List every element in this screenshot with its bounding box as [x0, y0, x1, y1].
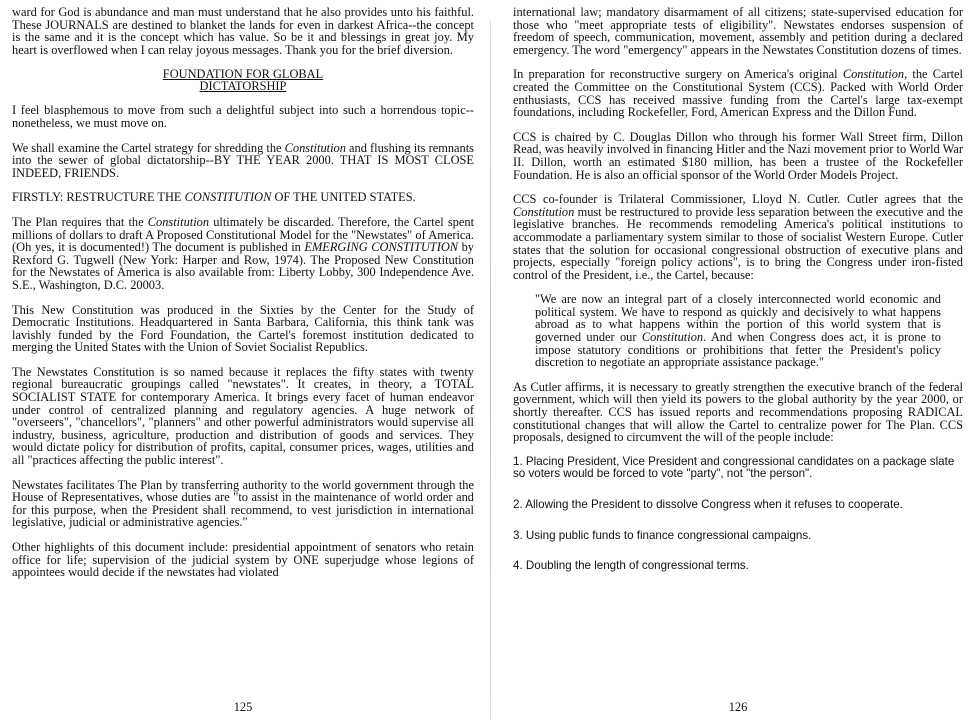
section-heading: FOUNDATION FOR GLOBAL DICTATORSHIP — [162, 67, 324, 94]
paragraph: The Plan requires that the Constitution ultimately be discarded. Therefore, the Cartel spent millions of dollars to draft A Proposed Constitutional Model for the "Newstates" of America. (Oh yes, it is documented!) The document is published in EMERGING CONSTITUTION by Rexford G. Tugwell (New York: Harper and Row, 1974). The Proposed New Constitution for the Newstates of America is also available from: Liberty Lobby, 300 Independence Ave. S.E., Washington, D.C. 20003. — [12, 214, 475, 292]
block-quote: "We are now an integral part of a closely interconnected world economic and political system. We have to respond as quickly and decisively to what happens abroad as to what happens within the portion of this world system that is governed under our Constitution. And when Congress does act, it is prone to impose statutory conditions or prohibitions that fetter the President's policy discretion to negotiate an appropriate assistance package." — [535, 292, 941, 370]
paragraph: international law; mandatory disarmament of all citizens; state-supervised education for those who "meet appropriate tests of eligibility". Newstates endorses suspension of freedom of speech, communication, movement, assembly and petition during a declared emergency. The word "emergency" appears in the Newstates Constitution dozens of times. — [513, 5, 963, 57]
list-item: 4. Doubling the length of congressional terms. — [513, 559, 749, 573]
paragraph: I feel blasphemous to move from such a delightful subject into such a horrendous topic--nonetheless, we must move on. — [12, 103, 474, 130]
page-number: 125 — [233, 700, 253, 715]
paragraph: FIRSTLY: RESTRUCTURE THE CONSTITUTION OF THE UNITED STATES. — [12, 190, 416, 205]
paragraph: Other highlights of this document include: presidential appointment of senators who retain office for life; supervision of the judicial system by ONE superjudge whose legions of appointees would decide if the newstates had violated — [12, 540, 474, 580]
left-page — [12, 6, 474, 724]
list-item: 3. Using public funds to finance congressional campaigns. — [513, 528, 812, 542]
page-gutter — [490, 20, 491, 720]
list-item: 1. Placing President, Vice President and congressional candidates on a package slate so voters would be forced to vote "party", not "the person". — [513, 454, 955, 481]
paragraph: CCS is chaired by C. Douglas Dillon who through his former Wall Street firm, Dillon Read, was heavily involved in financing Hitler and the Nazi movement prior to World War II. Dillon, worth an estimated $180 million, has been a trustee of the Rockefeller Foundation. He is also an official sponsor of the World Order Models Project. — [513, 129, 963, 182]
paragraph: This New Constitution was produced in the Sixties by the Center for the Study of Democratic Institutions. Headquartered in Santa Barbara, California, this think tank was lavishly funded by the Ford Foundation, the Cartel's foremost institution dedicated to merging the United States with the Union of Soviet Socialist Republics. — [12, 302, 474, 355]
paragraph: ward for God is abundance and man must understand that he also provides unto his faithful. These JOURNALS are destined to blanket the lands for even in darkest Africa--the concept is the same and it is the concept which has value. So be it and blessings in great joy. My heart is overflowed when I can relay joyous messages. Thank you for the brief diversion. — [12, 5, 474, 57]
right-page — [513, 6, 963, 724]
list-item: 2. Allowing the President to dissolve Congress when it refuses to cooperate. — [513, 498, 903, 511]
paragraph: CCS co-founder is Trilateral Commissioner, Lloyd N. Cutler. Cutler agrees that the Constitution must be restructured to provide less separation between the executive and the legislative branches. He recommends remodeling America's political institutions to accommodate a parliamentary system similar to those of socialist Western Europe. Cutler states that the solution for occasional congressional obstruction of executive plans and projects, especially "foreign policy actions", is to bring the Congress under iron-fisted control of the President, i.e., the Cartel, because: — [513, 192, 963, 282]
paragraph: Newstates facilitates The Plan by transferring authority to the world government through the House of Representatives, whose duties are "to assist in the maintenance of world order and for this purpose, when the President shall recommend, to vest jurisdiction in international legislative, judicial or administrative agencies." — [12, 477, 474, 530]
paragraph: We shall examine the Cartel strategy for shredding the Constitution and flushing its remnants into the sewer of global dictatorship--BY THE YEAR 2000. THAT IS MOST CLOSE INDEED, FRIENDS. — [12, 140, 474, 180]
paragraph: In preparation for reconstructive surgery on America's original Constitution, the Cartel created the Committee on the Constitutional System (CCS). Packed with World Order enthusiasts, CCS has received massive funding from the Cartel's large tax-exempt foundations, including Rockefeller, Ford, American Express and the Dillon Fund. — [513, 67, 963, 120]
page-number: 126 — [728, 700, 748, 715]
paragraph: As Cutler affirms, it is necessary to greatly strengthen the executive branch of the federal government, which will then yield its powers to the global authority by the year 2000, or shortly thereafter. CCS has issued reports and recommendations proposing RADICAL constitutional changes that will allow the Cartel to centralize power for The Plan. CCS proposals, designed to circumvent the will of the people include: — [513, 379, 963, 445]
paragraph: The Newstates Constitution is so named because it replaces the fifty states with twenty regional bureaucratic groupings called "newstates". It creates, in theory, a TOTAL SOCIALIST STATE for contemporary America. It brings every facet of human endeavor under control of centralized planning and regulatory agencies. A huge network of "overseers", "chancellors", "planners" and other powerful administrators would supervise all industry, business, agriculture, production and distribution of goods and services. They would dictate policy for distribution of profits, capital, consumer prices, wages, utilities and all "practices affecting the public interest". — [12, 364, 474, 468]
